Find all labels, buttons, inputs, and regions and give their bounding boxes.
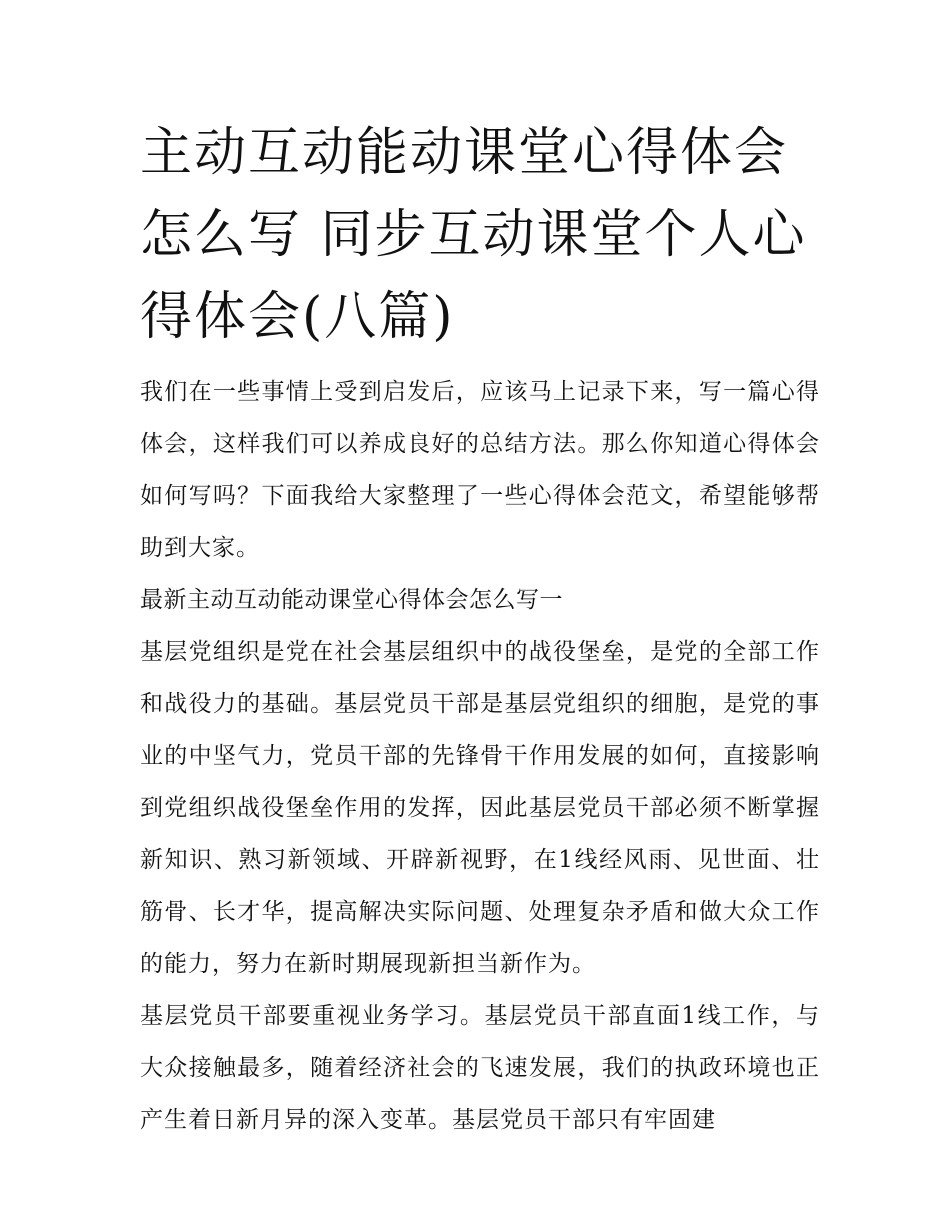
document-page xyxy=(140,112,820,1146)
body-paragraph-1: 基层党组织是党在社会基层组织中的战役堡垒，是党的全部工作和战役力的基础。基层党员干部是基层党组织的细胞，是党的事业的中坚气力，党员干部的先锋骨干作用发展的如何，直接影响到党组织战役堡垒作用的发挥，因此基层党员干部必须不断掌握新知识、熟习新领域、开辟新视野，在1线经风雨、见世面、壮筋骨、长才华，提高解决实际问题、处理复杂矛盾和做大众工作的能力，努力在新时期展现新担当新作为。 xyxy=(140,639,820,977)
body-paragraph-2: 基层党员干部要重视业务学习。基层党员干部直面1线工作，与大众接触最多，随着经济社会的飞速发展，我们的执政环境也正产生着日新月异的深入变革。基层党员干部只有牢固建 xyxy=(140,1003,820,1133)
document-title: 主动互动能动课堂心得体会怎么写 同步互动课堂个人心得体会(八篇) xyxy=(140,123,807,347)
intro-paragraph: 我们在一些事情上受到启发后，应该马上记录下来，写一篇心得体会，这样我们可以养成良好的总结方法。那么你知道心得体会如何写吗？下面我给大家整理了一些心得体会范文，希望能够帮助到大家。 xyxy=(140,379,820,561)
section-heading: 最新主动互动能动课堂心得体会怎么写一 xyxy=(140,587,563,613)
